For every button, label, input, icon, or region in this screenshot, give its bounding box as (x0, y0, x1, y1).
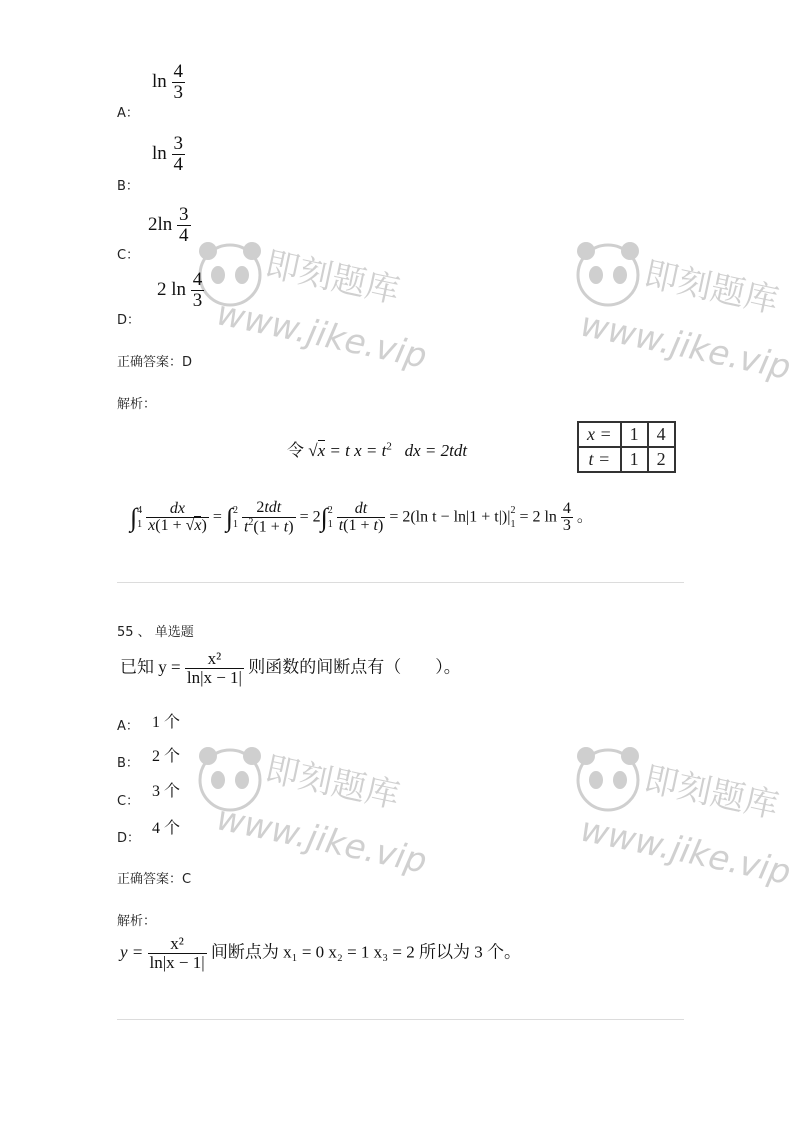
option-a-letter: A： (117, 719, 139, 734)
question-number: 55 、 单选题 (117, 625, 194, 640)
table-cell: 4 (648, 422, 675, 447)
analysis-fraction: $\frac{\text{x²}}{\ln|x - 1|}$ (149, 934, 205, 972)
integral-tail: = 2(ln t − ln|1 + t|)| (389, 508, 511, 526)
substitution-word: 令 (287, 441, 304, 460)
option-d-expression[interactable] (157, 270, 204, 311)
panda-icon (568, 740, 648, 820)
watermark-url: www.jike.vip (213, 798, 431, 882)
option-b-letter: B： (117, 756, 139, 771)
option-expr-prefix: 2ln (148, 213, 173, 235)
stem-suffix: 则函数的间断点有（ ）。 (248, 657, 461, 677)
integral-result: = 2 ln (519, 508, 557, 526)
option-expr-prefix: ln (152, 70, 167, 92)
correct-answer (117, 868, 191, 887)
option-b-text[interactable]: 2 个 (152, 748, 181, 765)
period: 。 (576, 508, 593, 526)
option-expr-prefix: 2 ln (157, 278, 187, 300)
substitution-rest: = t x = t (329, 441, 387, 460)
option-c-expression[interactable] (148, 205, 191, 246)
option-fraction: $\frac{3}{4}$ (179, 204, 189, 246)
substitution-line: 令 √x = t $x = t^2$ dx = 2tdt (287, 440, 468, 460)
table-cell: t = (578, 447, 621, 472)
table-cell: 1 (621, 447, 648, 472)
answer-value: C (182, 872, 192, 887)
watermark-brand: 即刻题库 (261, 244, 403, 312)
option-fraction: $\frac{3}{4}$ (173, 133, 184, 175)
analysis-prefix: y = (120, 942, 144, 962)
substitution-dx: dx = 2tdt (404, 441, 468, 460)
option-a-text[interactable]: 1 个 (152, 714, 181, 731)
watermark-url: www.jike.vip (576, 809, 795, 894)
watermark-brand: 即刻题库 (261, 749, 403, 817)
divider (117, 582, 684, 583)
option-d-text[interactable]: 4 个 (152, 820, 181, 837)
watermark-url: www.jike.vip (213, 293, 431, 377)
divider (117, 1019, 684, 1020)
answer-label: 正确答案： (117, 355, 183, 370)
question-stem (120, 650, 461, 687)
table-cell: 2 (648, 447, 675, 472)
option-d-letter: D： (117, 831, 141, 846)
sqrt-x: √x (308, 441, 326, 460)
table-row (578, 422, 675, 447)
table-cell: x = (578, 422, 621, 447)
table-cell: 1 (621, 422, 648, 447)
correct-answer (117, 351, 192, 370)
watermark-brand: 即刻题库 (640, 759, 782, 827)
option-b-letter: B： (117, 179, 139, 194)
option-d-letter: D： (117, 313, 141, 328)
panda-icon (568, 235, 648, 315)
option-c-text[interactable]: 3 个 (152, 783, 181, 800)
option-a-letter: A： (117, 106, 139, 121)
limits-table (577, 421, 676, 473)
analysis-text: 间断点为 x₁ = 0 x₂ = 1 x₃ = 2 所以为 3 个。 (210, 942, 521, 962)
analysis-formula (120, 935, 521, 972)
stem-prefix: 已知 y = (120, 657, 181, 677)
option-c-letter: C： (117, 794, 140, 809)
watermark-url: www.jike.vip (576, 304, 795, 389)
analysis-label: 解析： (117, 914, 157, 929)
answer-value: D (182, 355, 193, 370)
integral-chain: ∫ 4 1 $\frac{dx}{x(1 + √x)}$ = ∫ 2 1 $\frac{\text{2tdt}}{t^2(1 + t)}$ = 2∫ 2 1 $\frac{dt}{t(1 + t)}$ = 2(ln t − ln|1 + t|)| 2 1 = 2 ln $\frac{4}{3}$ 。 (130, 499, 593, 536)
analysis-label: 解析： (117, 397, 157, 412)
option-b-expression[interactable] (152, 134, 185, 175)
stem-fraction: $\frac{\text{x²}}{\ln|x - 1|}$ (186, 649, 242, 687)
result-fraction: $\frac{4}{3}$ (562, 499, 571, 535)
option-expr-prefix: ln (152, 142, 167, 164)
option-c-letter: C： (117, 248, 140, 263)
option-fraction: $\frac{4}{3}$ (192, 269, 203, 311)
option-a-expression[interactable] (152, 62, 185, 103)
option-fraction: $\frac{4}{3}$ (173, 61, 184, 103)
table-row (578, 447, 675, 472)
watermark-brand: 即刻题库 (640, 254, 782, 322)
answer-label: 正确答案： (117, 872, 183, 887)
